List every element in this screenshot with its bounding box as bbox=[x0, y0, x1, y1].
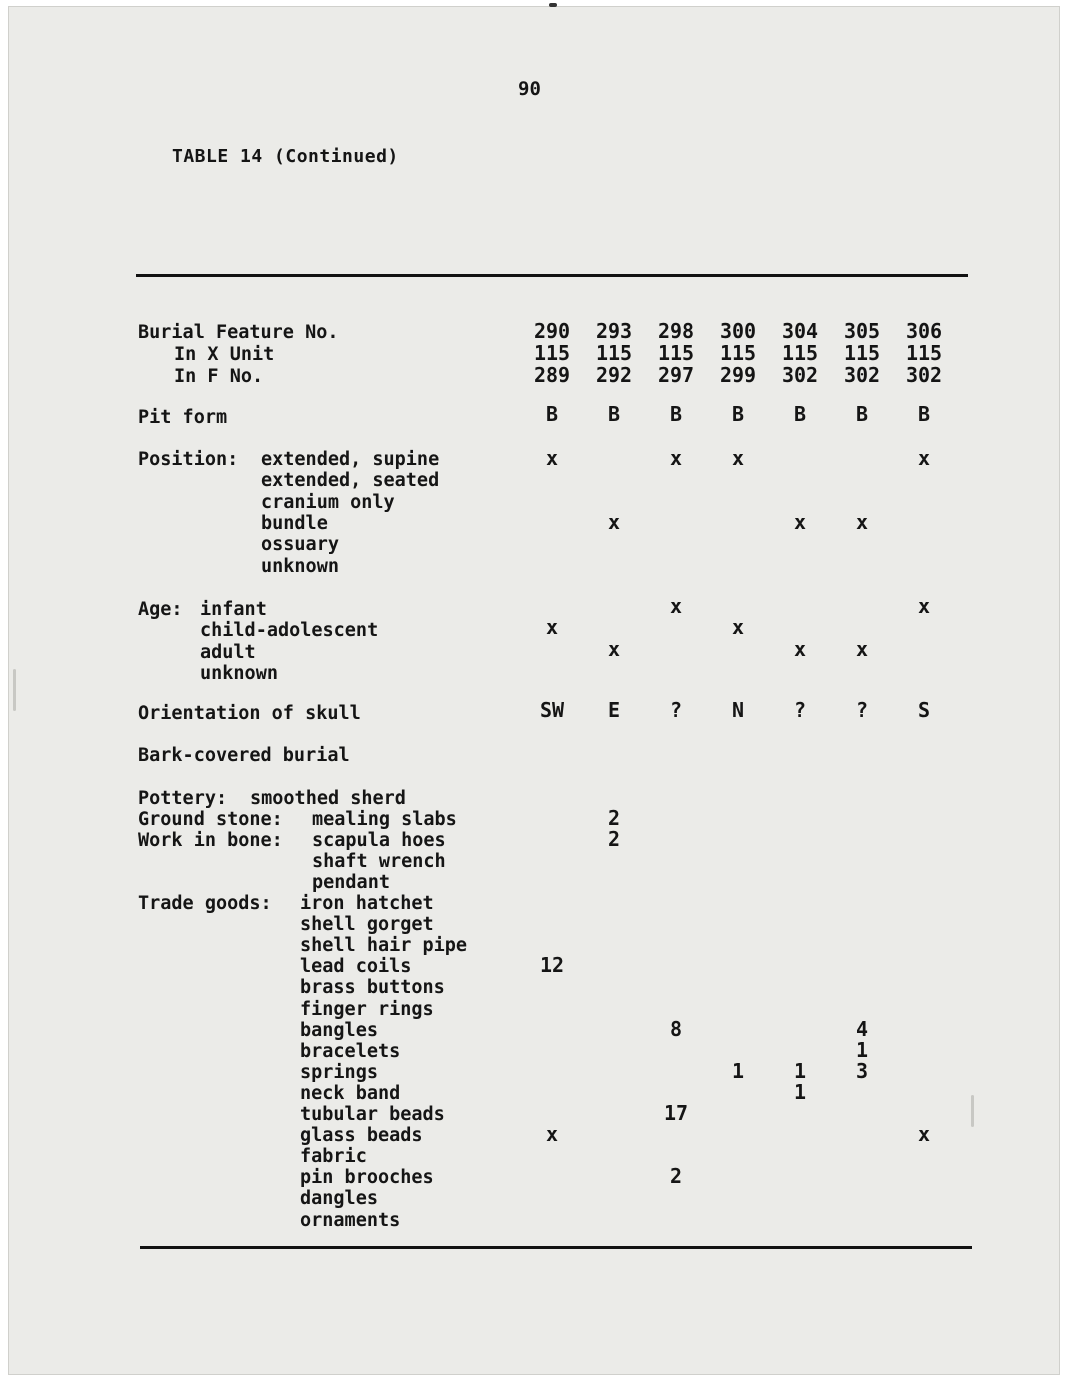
position-mark: x bbox=[607, 509, 621, 534]
position-item-label: cranium only bbox=[261, 491, 395, 513]
table-bottom-rule bbox=[140, 1246, 972, 1249]
f-number: 299 bbox=[719, 363, 757, 387]
row-label-bark-covered: Bark-covered burial bbox=[138, 745, 350, 766]
trade-item-label: shell hair pipe bbox=[300, 935, 468, 957]
trade-item-label: shell gorget bbox=[300, 914, 434, 936]
row-label-age: Age: bbox=[138, 599, 183, 620]
table-top-rule bbox=[136, 274, 968, 277]
orientation-value: ? bbox=[793, 698, 807, 722]
f-number: 292 bbox=[595, 363, 633, 387]
burial-feature-number: 293 bbox=[595, 319, 633, 343]
position-mark: x bbox=[731, 446, 745, 470]
trade-item-label: fabric bbox=[300, 1146, 367, 1168]
header-label-burial-feature: Burial Feature No. bbox=[138, 322, 339, 343]
pit-form-value: B bbox=[855, 402, 869, 426]
bone-item-label: scapula hoes bbox=[312, 830, 446, 851]
trade-value: 1 bbox=[731, 1058, 745, 1083]
orientation-value: ? bbox=[855, 698, 869, 722]
position-item-label: ossuary bbox=[261, 534, 339, 556]
burial-feature-number: 300 bbox=[719, 319, 757, 343]
ground-stone-value: 2 bbox=[607, 806, 621, 830]
f-number: 302 bbox=[843, 363, 881, 387]
age-mark: x bbox=[855, 636, 869, 661]
trade-item-label: glass beads bbox=[300, 1125, 423, 1147]
trade-item-label: bracelets bbox=[300, 1040, 401, 1062]
trade-item-label: brass buttons bbox=[300, 977, 445, 999]
page-smudge bbox=[971, 1095, 974, 1127]
trade-item-label: bangles bbox=[300, 1019, 378, 1041]
pit-form-value: B bbox=[545, 402, 559, 426]
age-mark: x bbox=[917, 594, 931, 618]
orientation-value: E bbox=[607, 698, 621, 722]
row-label-trade-goods: Trade goods: bbox=[138, 893, 272, 914]
x-unit-number: 115 bbox=[657, 341, 695, 365]
pit-form-value: B bbox=[793, 402, 807, 426]
x-unit-number: 115 bbox=[533, 341, 571, 365]
burial-feature-number: 290 bbox=[533, 319, 571, 343]
trade-item-label: iron hatchet bbox=[300, 893, 434, 914]
trade-value: 12 bbox=[539, 953, 565, 978]
trade-value: x bbox=[917, 1122, 931, 1147]
x-unit-number: 115 bbox=[595, 341, 633, 365]
burial-feature-number: 298 bbox=[657, 319, 695, 343]
trade-item-label: pin brooches bbox=[300, 1167, 434, 1189]
position-mark: x bbox=[855, 509, 869, 534]
header-label-x-unit: In X Unit bbox=[174, 344, 275, 365]
position-item-label: unknown bbox=[261, 555, 339, 577]
table-title: TABLE 14 (Continued) bbox=[172, 146, 399, 167]
position-mark: x bbox=[669, 446, 683, 470]
age-item-label: adult bbox=[200, 641, 256, 663]
position-mark: x bbox=[545, 446, 559, 470]
trade-value: 4 bbox=[855, 1016, 869, 1041]
position-item-label: extended, seated bbox=[261, 470, 440, 492]
x-unit-number: 115 bbox=[781, 341, 819, 365]
trade-value: 17 bbox=[663, 1101, 689, 1125]
trade-value: 2 bbox=[669, 1164, 683, 1189]
pit-form-value: B bbox=[731, 402, 745, 426]
trade-value: 8 bbox=[669, 1016, 683, 1041]
trade-value: 3 bbox=[855, 1058, 869, 1083]
page-smudge bbox=[13, 669, 16, 711]
page-mark bbox=[549, 3, 557, 7]
f-number: 297 bbox=[657, 363, 695, 387]
row-label-ground-stone: Ground stone: bbox=[138, 809, 283, 830]
bone-value: 2 bbox=[607, 827, 621, 851]
burial-feature-number: 305 bbox=[843, 319, 881, 343]
trade-item-label: neck band bbox=[300, 1082, 401, 1104]
position-mark: x bbox=[917, 446, 931, 470]
orientation-value: ? bbox=[669, 698, 683, 722]
pit-form-value: B bbox=[669, 402, 683, 426]
age-item-label: child-adolescent bbox=[200, 620, 379, 642]
trade-value: 1 bbox=[855, 1037, 869, 1062]
trade-item-label: lead coils bbox=[300, 956, 412, 978]
position-item-label: extended, supine bbox=[261, 449, 440, 470]
trade-item-label: finger rings bbox=[300, 998, 434, 1020]
bone-item-label: shaft wrench bbox=[312, 851, 446, 873]
burial-feature-number: 306 bbox=[905, 319, 943, 343]
x-unit-number: 115 bbox=[843, 341, 881, 365]
f-number: 302 bbox=[905, 363, 943, 387]
orientation-value: N bbox=[731, 698, 745, 722]
trade-value: x bbox=[545, 1122, 559, 1147]
age-mark: x bbox=[607, 636, 621, 661]
trade-value: 1 bbox=[793, 1079, 807, 1104]
age-mark: x bbox=[545, 615, 559, 640]
orientation-value: S bbox=[917, 698, 931, 722]
burial-feature-number: 304 bbox=[781, 319, 819, 343]
pit-form-value: B bbox=[917, 402, 931, 426]
trade-item-label: dangles bbox=[300, 1188, 378, 1210]
trade-item-label: springs bbox=[300, 1061, 378, 1083]
orientation-value: SW bbox=[539, 698, 565, 722]
age-item-label: unknown bbox=[200, 662, 278, 684]
age-mark: x bbox=[731, 615, 745, 640]
ground-stone-item-label: mealing slabs bbox=[312, 809, 457, 830]
row-label-pit-form: Pit form bbox=[138, 407, 228, 428]
row-label-work-in-bone: Work in bone: bbox=[138, 830, 283, 851]
document-page bbox=[8, 6, 1060, 1375]
age-item-label: infant bbox=[200, 599, 267, 620]
pottery-item-label: smoothed sherd bbox=[250, 788, 406, 809]
f-number: 302 bbox=[781, 363, 819, 387]
page-number: 90 bbox=[518, 78, 541, 100]
f-number: 289 bbox=[533, 363, 571, 387]
pit-form-value: B bbox=[607, 402, 621, 426]
header-label-f-no: In F No. bbox=[174, 366, 264, 387]
bone-item-label: pendant bbox=[312, 872, 390, 894]
trade-item-label: tubular beads bbox=[300, 1104, 445, 1125]
position-item-label: bundle bbox=[261, 512, 328, 534]
age-mark: x bbox=[793, 636, 807, 661]
age-mark: x bbox=[669, 594, 683, 618]
trade-item-label: ornaments bbox=[300, 1209, 401, 1231]
row-label-orientation: Orientation of skull bbox=[138, 703, 361, 724]
trade-value: 1 bbox=[793, 1058, 807, 1083]
position-mark: x bbox=[793, 509, 807, 534]
x-unit-number: 115 bbox=[905, 341, 943, 365]
row-label-pottery: Pottery: bbox=[138, 788, 228, 809]
x-unit-number: 115 bbox=[719, 341, 757, 365]
row-label-position: Position: bbox=[138, 449, 239, 470]
